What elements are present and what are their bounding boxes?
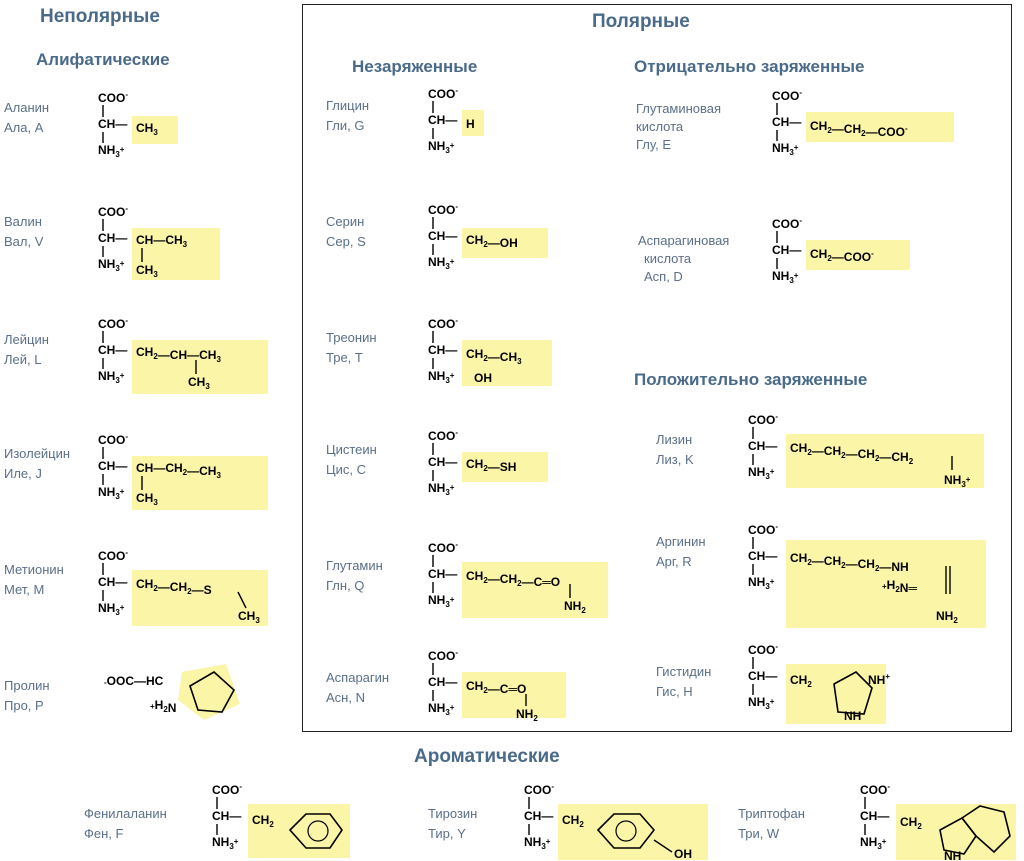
aa-abbr: Лиз, K: [656, 452, 694, 467]
aa-abbr: Про, P: [4, 698, 44, 713]
aa-abbr: Мет, M: [4, 582, 45, 597]
alpha-carbon: CH—: [772, 243, 802, 257]
aa-name: Аргинин: [656, 534, 706, 549]
alpha-carbon: CH—: [98, 343, 128, 357]
formula: $CH_3$: [188, 375, 210, 391]
pro-amine: $^+H_2N$: [150, 698, 177, 715]
alpha-carbon: CH—: [212, 809, 242, 823]
carboxylate: COO-: [748, 642, 779, 657]
amino-group: $NH_3^+$: [428, 481, 455, 497]
formula: $CH_2—CH_2—CH_2—NH$: [790, 551, 909, 574]
aa-name: Треонин: [326, 330, 377, 345]
pro-carboxyl: -OOC—HC: [104, 674, 164, 688]
amino-group: $NH_3^+$: [428, 701, 455, 717]
heading-uncharged: Незаряженные: [352, 57, 478, 76]
aa-abbr: Вал, V: [4, 234, 44, 249]
aa-name: Глицин: [326, 98, 370, 113]
amino-group: $NH_3^+$: [98, 369, 125, 385]
aa-name: Изолейцин: [4, 446, 71, 461]
formula: $CH—CH_2—CH_3$: [136, 461, 221, 480]
aa-abbr: Арг, R: [656, 554, 692, 569]
carboxylate: COO-: [212, 782, 243, 797]
aa-abbr: Асп, D: [644, 269, 683, 284]
carboxylate: COO-: [748, 412, 779, 427]
amino-group: $NH_3^+$: [428, 369, 455, 385]
aa-abbr: Фен, F: [84, 826, 124, 841]
alpha-carbon: CH—: [860, 809, 890, 823]
formula: OH: [674, 847, 692, 861]
aa-abbr: Гли, G: [326, 118, 365, 133]
formula: $NH_2$: [516, 707, 538, 723]
carboxylate: COO-: [748, 522, 779, 537]
formula: NH: [944, 849, 962, 861]
aa-abbr: Три, W: [738, 826, 780, 841]
amino-group: $NH_3^+$: [98, 143, 125, 159]
alpha-carbon: CH—: [428, 567, 458, 581]
aa-abbr: Асн, N: [326, 690, 365, 705]
aa-name: Аспарагиновая: [638, 233, 730, 248]
formula: $CH_2$: [562, 813, 584, 829]
aa-name: кислота: [644, 251, 692, 266]
formula: $CH—CH_3$: [136, 233, 188, 249]
formula: $CH_3$: [136, 263, 158, 279]
aa-name: кислота: [636, 119, 684, 134]
alpha-carbon: CH—: [428, 113, 458, 127]
formula: $CH_2$: [252, 813, 274, 829]
formula: $CH_3$: [238, 609, 260, 625]
amino-group: $NH_3^+$: [772, 141, 799, 157]
carboxylate: COO-: [428, 648, 459, 663]
formula: $^+H_2N═$: [882, 578, 917, 595]
aa-abbr: Тре, T: [326, 350, 363, 365]
aa-name: Лейцин: [4, 332, 49, 347]
formula: $NH_2$: [936, 609, 958, 625]
aa-abbr: Лей, L: [4, 352, 42, 367]
formula: $CH_2—SH$: [466, 457, 517, 474]
aa-name: Пролин: [4, 678, 50, 693]
carboxylate: COO-: [428, 202, 459, 217]
side-chain-highlight: [462, 562, 608, 618]
aa-name: Гистидин: [656, 664, 712, 679]
aa-name: Валин: [4, 214, 42, 229]
aa-name: Аланин: [4, 100, 50, 115]
heading-nonpolar: Неполярные: [40, 6, 160, 27]
alpha-carbon: CH—: [98, 117, 128, 131]
amino-group: $NH_3^+$: [524, 835, 551, 851]
formula: $CH_2$: [790, 673, 812, 689]
alpha-carbon: CH—: [98, 231, 128, 245]
amino-group: $NH_3^+$: [428, 139, 455, 155]
aa-name: Триптофан: [738, 806, 805, 821]
formula: $CH_2—COO^-$: [810, 247, 874, 264]
formula: $CH_2—CH_2—COO^-$: [810, 119, 908, 139]
aa-abbr: Глн, Q: [326, 578, 365, 593]
formula: NH+: [868, 672, 891, 687]
amino-group: $NH_3^+$: [212, 835, 239, 851]
carboxylate: COO-: [772, 216, 803, 231]
heading-negative: Отрицательно заряженные: [634, 57, 865, 76]
aa-name: Глутамин: [326, 558, 383, 573]
carboxylate: COO-: [428, 540, 459, 555]
alpha-carbon: CH—: [524, 809, 554, 823]
carboxylate: COO-: [524, 782, 555, 797]
alpha-carbon: CH—: [772, 115, 802, 129]
aa-name: Фенилаланин: [84, 806, 167, 821]
carboxylate: COO-: [98, 90, 129, 105]
aa-abbr: Ала, A: [4, 120, 44, 135]
aa-name: Аспарагин: [326, 670, 390, 685]
formula: $NH_2$: [564, 599, 586, 615]
formula: $CH_2—CH_2—CH_2—CH_2$: [790, 441, 914, 466]
formula: $CH_2—CH_2—S$: [136, 577, 212, 597]
aa-abbr: Цис, C: [326, 462, 366, 477]
formula: $CH_2$: [900, 815, 922, 831]
aa-abbr: Глу, E: [636, 137, 671, 152]
amino-group: $NH_3^+$: [748, 695, 775, 711]
alpha-carbon: CH—: [428, 455, 458, 469]
aa-name: Цистеин: [326, 442, 377, 457]
formula: H: [466, 117, 475, 131]
formula: NH: [844, 709, 862, 723]
aa-name: Серин: [326, 214, 365, 229]
alpha-carbon: CH—: [748, 549, 778, 563]
carboxylate: COO-: [98, 316, 129, 331]
aa-name: Тирозин: [428, 806, 478, 821]
amino-group: $NH_3^+$: [98, 257, 125, 273]
formula: $CH_3$: [136, 491, 158, 507]
amino-group: $NH_3^+$: [428, 593, 455, 609]
alpha-carbon: CH—: [428, 229, 458, 243]
formula: $CH_2—CH—CH_3$: [136, 345, 221, 364]
alpha-carbon: CH—: [428, 343, 458, 357]
heading-aromatic: Ароматические: [414, 746, 560, 767]
carboxylate: COO-: [860, 782, 891, 797]
aa-name: Глутаминовая: [636, 101, 722, 116]
alpha-carbon: CH—: [748, 669, 778, 683]
formula: $NH_3^+$: [944, 473, 971, 489]
heading-aliphatic: Алифатические: [36, 50, 170, 69]
aa-abbr: Иле, J: [4, 466, 42, 481]
carboxylate: COO-: [428, 428, 459, 443]
aa-abbr: Гис, H: [656, 684, 693, 699]
heading-polar: Полярные: [592, 11, 690, 32]
alpha-carbon: CH—: [428, 675, 458, 689]
aa-name: Лизин: [656, 432, 693, 447]
alpha-carbon: CH—: [98, 459, 128, 473]
carboxylate: COO-: [772, 88, 803, 103]
aa-name: Метионин: [4, 562, 64, 577]
amino-group: $NH_3^+$: [98, 601, 125, 617]
formula: $CH_2—OH$: [466, 233, 518, 250]
amino-group: $NH_3^+$: [748, 575, 775, 591]
formula: $CH_2—CH_3$: [466, 347, 522, 366]
aa-abbr: Тир, Y: [428, 826, 466, 841]
formula: $CH_3$: [136, 121, 158, 137]
carboxylate: COO-: [98, 548, 129, 563]
carboxylate: COO-: [98, 432, 129, 447]
aa-abbr: Сер, S: [326, 234, 366, 249]
formula: $CH_2—C═O$: [466, 679, 527, 696]
amino-group: $NH_3^+$: [772, 269, 799, 285]
alpha-carbon: CH—: [748, 439, 778, 453]
amino-group: $NH_3^+$: [860, 835, 887, 851]
alpha-carbon: CH—: [98, 575, 128, 589]
amino-group: $NH_3^+$: [428, 255, 455, 271]
carboxylate: COO-: [428, 316, 459, 331]
amino-group: $NH_3^+$: [98, 485, 125, 501]
amino-group: $NH_3^+$: [748, 465, 775, 481]
carboxylate: COO-: [98, 204, 129, 219]
formula: OH: [474, 371, 492, 385]
formula: $CH_2—CH_2—C═O$: [466, 569, 561, 589]
heading-positive: Положительно заряженные: [634, 370, 868, 389]
carboxylate: COO-: [428, 86, 459, 101]
